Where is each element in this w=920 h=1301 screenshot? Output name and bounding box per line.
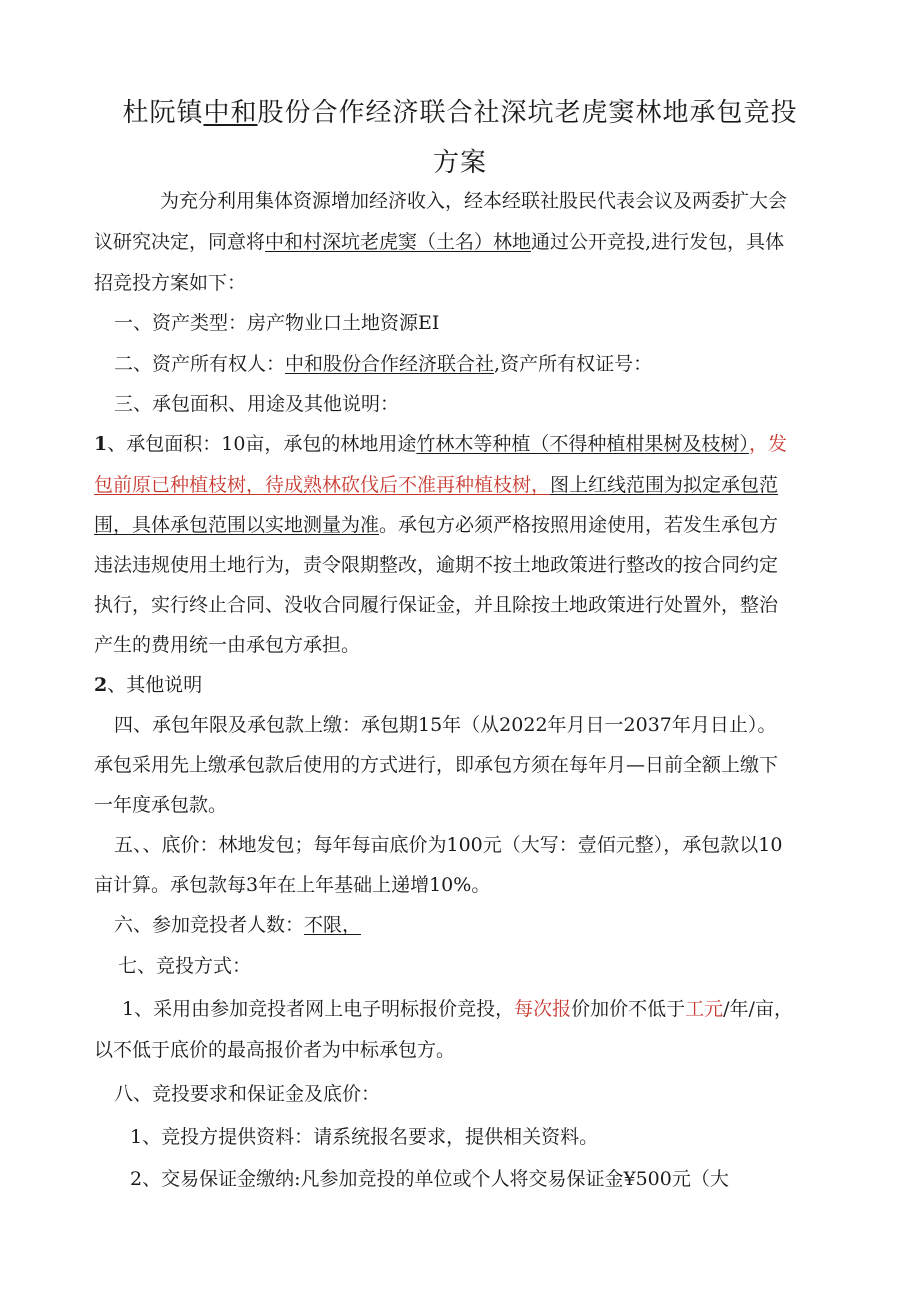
section-4-line-2: 承包采用先上缴承包款后使用的方式进行，即承包方须在每年月—日前全额上缴下	[94, 754, 779, 776]
document-title-line-2: 方案	[432, 148, 487, 178]
intro-land-name: 中和村深坑老虎窦（土名）林地	[265, 231, 532, 253]
section-text: 1、采用由参加竞投者网上电子明标报价竞投，	[122, 998, 515, 1020]
bidder-limit-value: 不限，	[304, 914, 362, 936]
title-text: 股份合作经济联合社深坑老虎窦林地承包竞投	[257, 98, 798, 128]
red-underlined-text: 包前原已种植枝树，待成熟林砍伐后不准再种植枝树，	[94, 474, 551, 496]
paragraph-1-line-4: 违法违规使用土地行为，责令限期整改，逾期不按土地政策进行整改的按合同约定	[94, 554, 779, 576]
section-8-item-2: 2、交易保证金缴纳:凡参加竞投的单位或个人将交易保证金¥500元（大	[130, 1168, 729, 1190]
paragraph-text: 、其他说明	[107, 674, 203, 696]
section-2-asset-owner	[114, 351, 854, 377]
paragraph-2-other-notes	[94, 672, 834, 698]
red-text: ，发	[748, 433, 787, 455]
title-text: 杜阮镇	[122, 98, 204, 128]
section-text: 二、资产所有权人：	[114, 353, 286, 375]
paragraph-1-line-6: 产生的费用统一由承包方承担。	[94, 634, 361, 656]
section-5-line-2: 亩计算。承包款每3年在上年基础上递增10%。	[94, 874, 491, 896]
land-use-clause: 竹林木等种植（不得种植柑果树及枝树）	[416, 433, 749, 455]
section-7-item-1-line-1	[122, 996, 842, 1022]
paragraph-text: 、承包面积：10亩，承包的林地用途	[107, 433, 417, 455]
section-7-item-1-line-2: 以不低于底价的最高报价者为中标承包方。	[94, 1039, 456, 1061]
document-title-line-1	[0, 92, 920, 129]
intro-line-3: 招竞投方案如下：	[94, 272, 247, 294]
section-1-asset-type: 一、资产类型：房产物业口土地资源EI	[114, 312, 440, 334]
title-text-underlined: 中和	[203, 98, 258, 128]
section-text: 价加价不低于	[571, 998, 686, 1020]
section-7-heading: 七、竞投方式：	[118, 955, 252, 977]
intro-text: 议研究决定，同意将	[94, 231, 266, 253]
paragraph-text: 。承包方必须严格按照用途使用，若发生承包方	[379, 514, 779, 536]
intro-text: 通过公开竞投,进行发包，具体	[531, 231, 785, 253]
asset-owner-name: 中和股份合作经济联合社	[285, 353, 495, 375]
section-text: /年/亩，	[723, 998, 793, 1020]
paragraph-1-line-3	[94, 512, 834, 538]
red-text: 每次报	[514, 998, 572, 1020]
section-4-line-1: 四、承包年限及承包款上缴：承包期15年（从2022年月日一2037年月日止）。	[114, 714, 777, 736]
item-number: 2	[94, 674, 108, 696]
section-8-heading: 八、竞投要求和保证金及底价：	[114, 1083, 381, 1105]
section-6-bidder-count	[114, 912, 854, 938]
section-3-heading: 三、承包面积、用途及其他说明：	[114, 393, 400, 415]
section-4-line-3: 一年度承包款。	[94, 794, 228, 816]
intro-line-1: 为充分利用集体资源增加经济收入，经本经联社股民代表会议及两委扩大会	[160, 190, 788, 212]
section-text: 六、参加竞投者人数：	[114, 914, 305, 936]
section-text: ,资产所有权证号：	[494, 353, 653, 375]
item-number: 1	[94, 433, 108, 455]
red-text: 工元	[685, 998, 724, 1020]
paragraph-1-line-5: 执行，实行终止合同、没收合同履行保证金，并且除按土地政策进行处置外，整治	[94, 594, 779, 616]
section-5-line-1: 五、、底价：林地发包；每年每亩底价为100元（大写：壹佰元整），承包款以10	[114, 834, 783, 856]
intro-line-2	[94, 229, 834, 255]
section-8-item-1: 1、竞投方提供资料：请系统报名要求，提供相关资料。	[130, 1126, 599, 1148]
underlined-text: 图上红线范围为拟定承包范	[550, 474, 779, 496]
paragraph-1-line-2	[94, 472, 834, 498]
paragraph-1-line-1	[94, 431, 834, 457]
underlined-text: 围，具体承包范围以实地测量为准	[94, 514, 380, 536]
